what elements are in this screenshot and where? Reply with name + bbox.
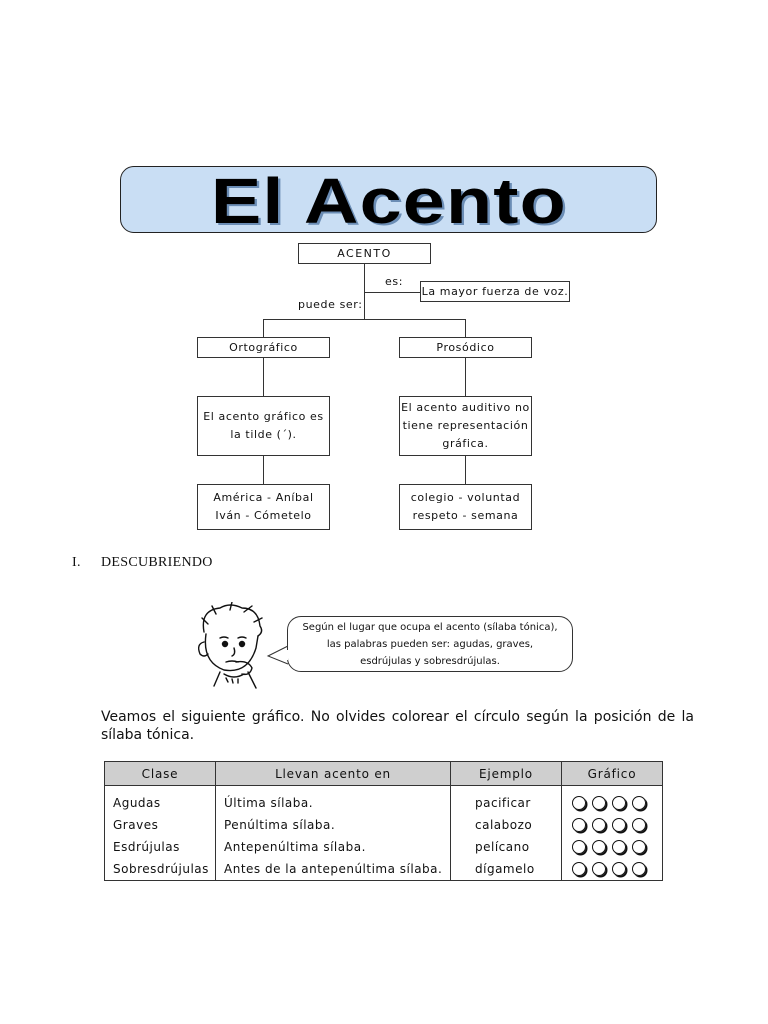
speech-line: Según el lugar que ocupa el acento (sílaba tónica), — [302, 622, 558, 633]
circle-row — [572, 814, 662, 836]
ortografico-example-line: América - Aníbal — [213, 491, 314, 504]
table-cell: Graves — [113, 818, 159, 832]
connector — [263, 358, 264, 396]
header-ejemplo: Ejemplo — [451, 762, 562, 786]
table-cell: pelícano — [475, 840, 530, 854]
speech-line: esdrújulas y sobresdrújulas. — [360, 656, 500, 667]
circle-icon[interactable] — [592, 862, 606, 876]
table-cell: Última sílaba. — [224, 796, 314, 810]
prosodico-desc-line: El acento auditivo no — [401, 401, 530, 414]
clase-column — [105, 786, 216, 881]
prosodico-desc-box — [399, 396, 532, 456]
ortografico-desc-line: El acento gráfico es — [203, 410, 324, 423]
table-cell: Agudas — [113, 796, 161, 810]
definition-box: La mayor fuerza de voz. — [420, 281, 570, 302]
accent-table — [104, 761, 663, 881]
ejemplo-column — [451, 786, 562, 881]
prosodico-desc-line: gráfica. — [442, 437, 489, 450]
speech-tail-join — [286, 650, 288, 660]
connector — [465, 456, 466, 484]
circle-icon[interactable] — [612, 862, 626, 876]
circle-icon[interactable] — [592, 796, 606, 810]
connector — [465, 319, 466, 337]
circle-row — [572, 792, 662, 814]
boy-thinking-icon — [190, 602, 272, 694]
instruction-paragraph: Veamos el siguiente gráfico. No olvides colorear el círculo según la posición de la sílaba tónica. — [101, 709, 694, 743]
page-title: El Acento — [210, 164, 567, 237]
table-cell: Antepenúltima sílaba. — [224, 840, 366, 854]
circle-icon[interactable] — [612, 818, 626, 832]
circle-icon[interactable] — [572, 862, 586, 876]
title-banner — [120, 164, 657, 237]
acento-column — [216, 786, 451, 881]
prosodico-box: Prosódico — [399, 337, 532, 358]
table-cell: pacificar — [475, 796, 531, 810]
connector — [263, 319, 264, 337]
prosodico-desc-line: tiene representación — [402, 419, 529, 432]
ortografico-box: Ortográfico — [197, 337, 330, 358]
es-label: es: — [385, 275, 404, 288]
speech-bubble — [287, 616, 573, 672]
circle-icon[interactable] — [592, 840, 606, 854]
header-clase: Clase — [105, 762, 216, 786]
header-acento: Llevan acento en — [216, 762, 451, 786]
prosodico-examples-box — [399, 484, 532, 530]
speech-line: las palabras pueden ser: agudas, graves, — [326, 639, 534, 650]
circle-icon[interactable] — [632, 840, 646, 854]
table-cell: Sobresdrújulas — [113, 862, 209, 876]
ortografico-desc-line: la tilde (´). — [230, 428, 297, 441]
circle-row — [572, 836, 662, 858]
diagram-root-box: ACENTO — [298, 243, 431, 264]
circle-icon[interactable] — [632, 818, 646, 832]
ortografico-examples-box — [197, 484, 330, 530]
circle-icon[interactable] — [592, 818, 606, 832]
table-cell: Esdrújulas — [113, 840, 180, 854]
circle-icon[interactable] — [572, 818, 586, 832]
table-cell: Antes de la antepenúltima sílaba. — [224, 862, 443, 876]
table-body-row — [105, 786, 663, 881]
table-cell: dígamelo — [475, 862, 535, 876]
section-title: DESCUBRIENDO — [101, 555, 213, 570]
puede-ser-label: puede ser: — [298, 298, 363, 311]
prosodico-example-line: colegio - voluntad — [410, 491, 521, 504]
circle-icon[interactable] — [572, 840, 586, 854]
ortografico-example-line: Iván - Cómetelo — [215, 509, 312, 522]
prosodico-example-line: respeto - semana — [412, 509, 519, 522]
grafico-column — [562, 786, 663, 881]
table-cell: Penúltima sílaba. — [224, 818, 336, 832]
section-number: I. — [72, 555, 81, 570]
connector — [465, 358, 466, 396]
table-cell: calabozo — [475, 818, 533, 832]
circle-icon[interactable] — [612, 840, 626, 854]
connector — [263, 456, 264, 484]
circle-row — [572, 858, 662, 880]
connector — [365, 292, 420, 293]
connector — [263, 319, 466, 320]
table-header-row — [105, 762, 663, 786]
circle-icon[interactable] — [612, 796, 626, 810]
circle-icon[interactable] — [632, 796, 646, 810]
circle-icon[interactable] — [572, 796, 586, 810]
header-grafico: Gráfico — [562, 762, 663, 786]
ortografico-desc-box — [197, 396, 330, 456]
circle-icon[interactable] — [632, 862, 646, 876]
